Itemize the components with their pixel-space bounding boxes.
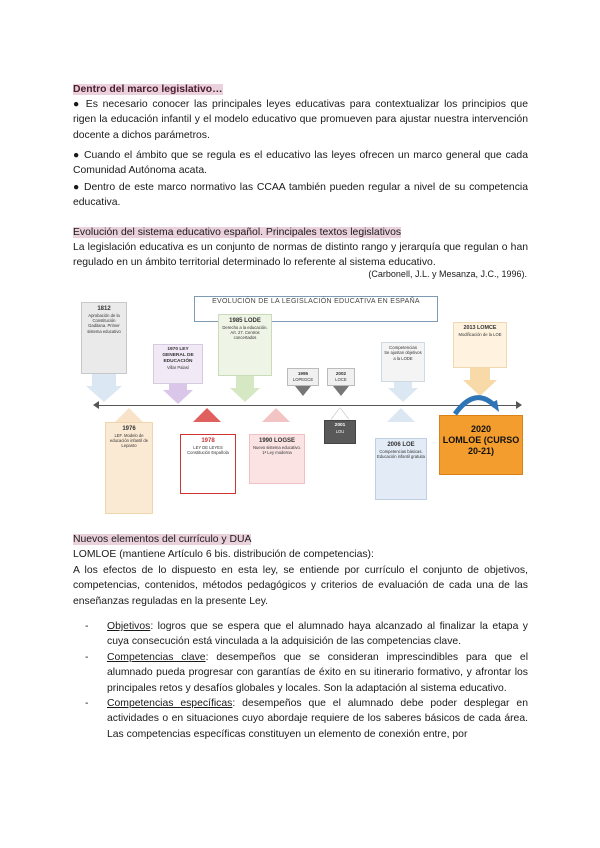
down-arrow-head-icon	[163, 390, 193, 404]
up-arrow-head-icon	[387, 408, 415, 422]
lomloe-intro: LOMLOE (mantiene Artículo 6 bis. distribución de competencias):	[73, 549, 374, 560]
evolucion-body: La legislación educativa es un conjunto de normas de distinto rango y jerarquía que regulan o han regulado en un ámbito territorial determinado lo referente al sistema educativo.	[73, 242, 528, 269]
term-objetivos: Objetivos	[107, 621, 151, 632]
down-arrow-head-icon	[388, 388, 418, 402]
timeline-box-2020: 2020 LOMLOE (CURSO 20-21)	[439, 415, 523, 475]
down-arrow-head-icon	[295, 386, 311, 396]
up-arrow-head-icon	[115, 408, 143, 422]
timeline-right-arrow-icon	[516, 401, 522, 409]
timeline-box-2013: 2013 LOMCE Modificación de la LOE	[453, 322, 507, 368]
bullet-paragraph-2: ● Cuando el ámbito que se regula es el educativo las leyes ofrecen un marco general que cada Comunidad Autónoma acata.	[73, 150, 528, 177]
timeline-box-2001: 2001 LOU	[324, 420, 356, 444]
list-item-objetivos: - Objetivos: logros que se espera que el alumnado haya alcanzado al finalizar la etapa y cuya consecución está vinculada a la adquisición de las competencias clave.	[85, 621, 528, 648]
down-arrow-icon	[236, 376, 254, 388]
down-arrow-head-icon	[86, 386, 122, 402]
down-arrow-icon	[470, 368, 490, 380]
timeline-box-1995: 1995 LOPEGCE	[287, 368, 319, 386]
section-heading-marco	[73, 82, 528, 97]
down-arrow-head-icon	[333, 386, 349, 396]
list-item-competencias-especificas: - Competencias específicas: desempeños que el alumnado debe poder desplegar en actividades o en situaciones cuyo abordaje requiere de los saberes básicos de cada área. Las competencias específicas constituyen un elemento de conexión entre, por	[85, 698, 528, 740]
timeline-box-1812: 1812 Aprobación de la Constitución Gaditana. Primer sistema educativo	[81, 302, 127, 374]
bullet-paragraph-1: ● Es necesario conocer las principales leyes educativas para contextualizar los principios que rigen la educación infantil y el modelo educativo que promueven para ajustar nuestra intervención docente a dichos parámetros.	[73, 99, 528, 141]
term-competencias-especificas: Competencias específicas	[107, 698, 233, 710]
timeline-box-1970: 1970 LEY GENERAL DE EDUCACIÓN Villar Palasí	[153, 344, 203, 384]
list-item-competencias-clave: - Competencias clave: desempeños que se consideran imprescindibles para que el alumnado pueda progresar con garantías de éxito en su itinerario formativo, y afrontar los principales retos y desafíos globales y locales. Son la adaptación al sistema educativo.	[85, 651, 528, 694]
timeline-box-1978: 1978 LEY DE LEYES Constitución Española	[180, 434, 236, 494]
legislation-timeline-diagram	[73, 290, 528, 518]
down-arrow-head-icon	[230, 388, 260, 402]
curriculo-definition: A los efectos de lo dispuesto en esta ley, se entiende por currículo el conjunto de objetivos, competencias, contenidos, métodos pedagógicos y criterios de evaluación de cada una de las enseñanzas reguladas en la presente Ley.	[73, 565, 528, 607]
timeline-box-1990: 1990 LOGSE Nuevo sistema educativo. 1ª Ley moderna	[249, 434, 305, 484]
timeline-box-competencias: Competencias Se ajustan objetivos a la LODE	[381, 342, 425, 382]
timeline-box-2002: 2002 LOCE	[327, 368, 355, 386]
down-arrow-icon	[92, 374, 116, 386]
citation: (Carbonell, J.L. y Mesanza, J.C., 1996).	[368, 269, 527, 279]
heading-evolucion: Evolución del sistema educativo español. Principales textos legislativos	[73, 227, 402, 238]
timeline-left-arrow-icon	[93, 401, 99, 409]
bullet-paragraph-3: ● Dentro de este marco normativo las CCAA también pueden regular a nivel de su competencia educativa.	[73, 182, 528, 209]
timeline-box-1985: 1985 LODE Derecho a la educación. Art. 27. Centros concertados	[218, 314, 272, 376]
heading-curriculo: Nuevos elementos del currículo y DUA	[73, 534, 252, 545]
curriculo-elements-list	[85, 619, 528, 742]
diagram-title: EVOLUCIÓN DE LA LEGISLACIÓN EDUCATIVA EN ESPAÑA	[194, 296, 438, 322]
up-arrow-head-icon	[262, 408, 290, 422]
curved-arrow-icon	[449, 388, 501, 418]
heading-marco-legislativo: Dentro del marco legislativo…	[73, 84, 223, 95]
section-heading-curriculo	[73, 532, 528, 547]
timeline-box-1976: 1976 LEF. Modelo de educación infantil de Lepanto	[105, 422, 153, 514]
section-heading-evolucion	[73, 225, 528, 240]
term-competencias-clave: Competencias clave	[107, 651, 206, 663]
up-arrow-head-icon	[193, 408, 221, 422]
timeline-box-2006: 2006 LOE Competencias básicas. Educación infantil gratuita	[375, 438, 427, 500]
up-arrow-head-icon	[331, 408, 349, 420]
